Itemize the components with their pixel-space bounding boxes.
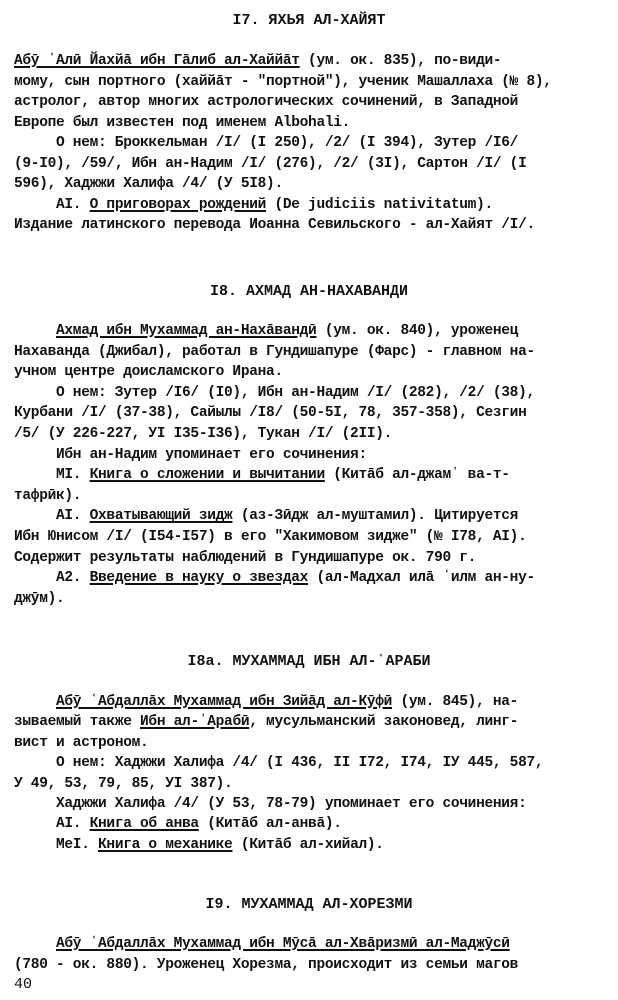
text-line	[14, 775, 232, 793]
underlined-title: Введение в науку о звездах	[89, 570, 309, 587]
text-span: Нахаванда (Джибал), работал в Гундишапуре (Фарс) - главном на-	[14, 343, 535, 360]
text-line	[14, 175, 283, 193]
text-line	[56, 754, 543, 772]
text-line	[56, 507, 518, 525]
underlined-title: Абӯ ʿАлӣ Йахйā ибн Гāлиб ал-Хаййāт	[14, 53, 300, 69]
text-line	[14, 528, 527, 546]
text-span: (аз-Зӣдж ал-муштамил). Цитируется	[232, 508, 519, 525]
text-line	[14, 713, 518, 731]
text-span: (ум. ок. 840), уроженец	[316, 323, 519, 339]
text-line	[56, 815, 342, 833]
section-heading: I9. МУХАММАД АЛ-ХОРЕЗМИ	[205, 896, 413, 913]
underlined-title: О приговорах рождений	[89, 196, 267, 213]
text-line	[14, 404, 527, 422]
text-span: (780 - ок. 880). Уроженец Хорезма, происходит из семьи магов	[14, 956, 519, 973]
underlined-title: Охватывающий зидж	[89, 508, 233, 525]
text-span: (ум. ок. 835), по-види-	[299, 53, 502, 69]
text-line	[14, 956, 518, 974]
text-line	[14, 216, 535, 234]
text-span: Издание латинского перевода Иоанна Севильского - ал-Хайят /I/.	[14, 217, 535, 233]
text-span: (ум. 845), на-	[392, 694, 519, 710]
text-line	[56, 446, 367, 464]
text-span: (ал-Мадхал илā ʿилм ан-ну-	[308, 570, 535, 587]
section-heading: I8а. МУХАММАД ИБН АЛ-ʿАРАБИ	[187, 653, 431, 670]
text-line	[56, 196, 493, 214]
text-span: Европе был известен под именем Albohali.	[14, 114, 351, 131]
text-span: 596), Хаджжи Халифа /4/ (У 5I8).	[14, 176, 283, 192]
text-span: A2.	[56, 570, 90, 587]
text-span: (Китāб ал-джамʿ ва-т-	[324, 467, 510, 484]
text-span: AI.	[56, 816, 90, 833]
text-span: МеI.	[56, 836, 99, 853]
text-span: О нем: Хаджжи Халифа /4/ (I 436, II I72, I74, IУ 445, 587,	[56, 755, 544, 772]
text-line	[56, 836, 384, 854]
text-span: зываемый также	[14, 714, 141, 731]
text-span: МI.	[56, 467, 90, 484]
underlined-title: Книга об анва	[89, 816, 199, 833]
underlined-title: Книга о сложении и вычитании	[89, 467, 325, 484]
page-number: 40	[14, 976, 33, 993]
text-span: , мусульманский законовед, линг-	[249, 714, 519, 731]
text-span: AI.	[56, 196, 90, 213]
underlined-title: Книга о механике	[98, 836, 233, 853]
underlined-title: Ахмад ибн Мухаммад ан-Нахāвандӣ	[56, 323, 317, 339]
text-span: учном центре доисламского Ирана.	[14, 364, 283, 381]
text-span: /5/ (У 226-227, УI I35-I36), Тукан /I/ (2II).	[14, 426, 393, 442]
text-span: (9-I0), /59/, Ибн ан-Надим /I/ (276), /2/ (3I), Сартон /I/ (I	[14, 155, 527, 172]
text-span: астролог, автор многих астрологических сочинений, в Западной	[14, 94, 519, 110]
text-span: AI.	[56, 508, 90, 525]
text-line	[56, 384, 535, 402]
section-heading: I8. АХМАД АН-НАХАВАНДИ	[209, 283, 409, 300]
section-heading: I7. ЯХЬЯ АЛ-ХАЙЯТ	[232, 12, 386, 29]
underlined-title: Абӯ ʿАбдаллāх Мухаммад ибн Мӯсā ал-Хвāризмӣ ал-Маджӯсӣ	[56, 936, 510, 952]
text-line	[14, 73, 552, 91]
text-line	[56, 935, 510, 953]
text-span: джӯм).	[14, 590, 65, 607]
text-span: (Китāб ал-хийал).	[232, 836, 384, 853]
underlined-title: Ибн ал-ʿАрабӣ	[140, 714, 250, 731]
text-span: Ибн ан-Надим упоминает его сочинения:	[56, 446, 367, 463]
text-line	[14, 343, 535, 361]
text-line	[56, 466, 510, 484]
text-span: мому, сын портного (хаййāт - "портной"), ученик Машаллаха (№ 8),	[14, 73, 552, 90]
text-line	[56, 134, 518, 152]
text-line	[14, 734, 148, 752]
text-span: вист и астроном.	[14, 734, 149, 751]
text-line	[14, 549, 476, 567]
text-span: У 49, 53, 79, 85, УI 387).	[14, 775, 233, 792]
text-span: (Китāб ал-анвā).	[198, 816, 342, 833]
text-line	[14, 155, 527, 173]
text-line	[56, 569, 535, 587]
underlined-title: Абӯ ʿАбдаллāх Мухаммад ибн Зийāд ал-Кӯфӣ	[56, 694, 393, 710]
text-line	[14, 425, 392, 443]
text-line	[14, 590, 64, 608]
text-span: Курбани /I/ (37-38), Сайылы /I8/ (50-5I, 78, 357-358), Сезгин	[14, 405, 527, 422]
text-line	[56, 693, 518, 711]
text-line	[14, 52, 501, 70]
text-line	[14, 487, 81, 505]
text-span: Хаджжи Халифа /4/ (У 53, 78-79) упоминает его сочинения:	[56, 796, 527, 812]
text-line	[14, 114, 350, 132]
text-line	[14, 363, 283, 381]
text-span: Ибн Юнисом /I/ (I54-I57) в его "Хакимовом зидже" (№ I78, AI).	[14, 529, 527, 545]
text-span: О нем: Броккельман /I/ (I 250), /2/ (I 394), Зутер /I6/	[56, 135, 519, 151]
text-span: тафрӣк).	[14, 487, 82, 504]
text-span: О нем: Зутер /I6/ (I0), Ибн ан-Надим /I/ (282), /2/ (38),	[56, 384, 535, 401]
text-span: (De judiciis nativitatum).	[266, 196, 493, 213]
text-line	[56, 795, 526, 813]
text-line	[14, 93, 518, 111]
text-line	[56, 322, 518, 340]
text-span: Содержит результаты наблюдений в Гундишапуре ок. 790 г.	[14, 549, 477, 566]
